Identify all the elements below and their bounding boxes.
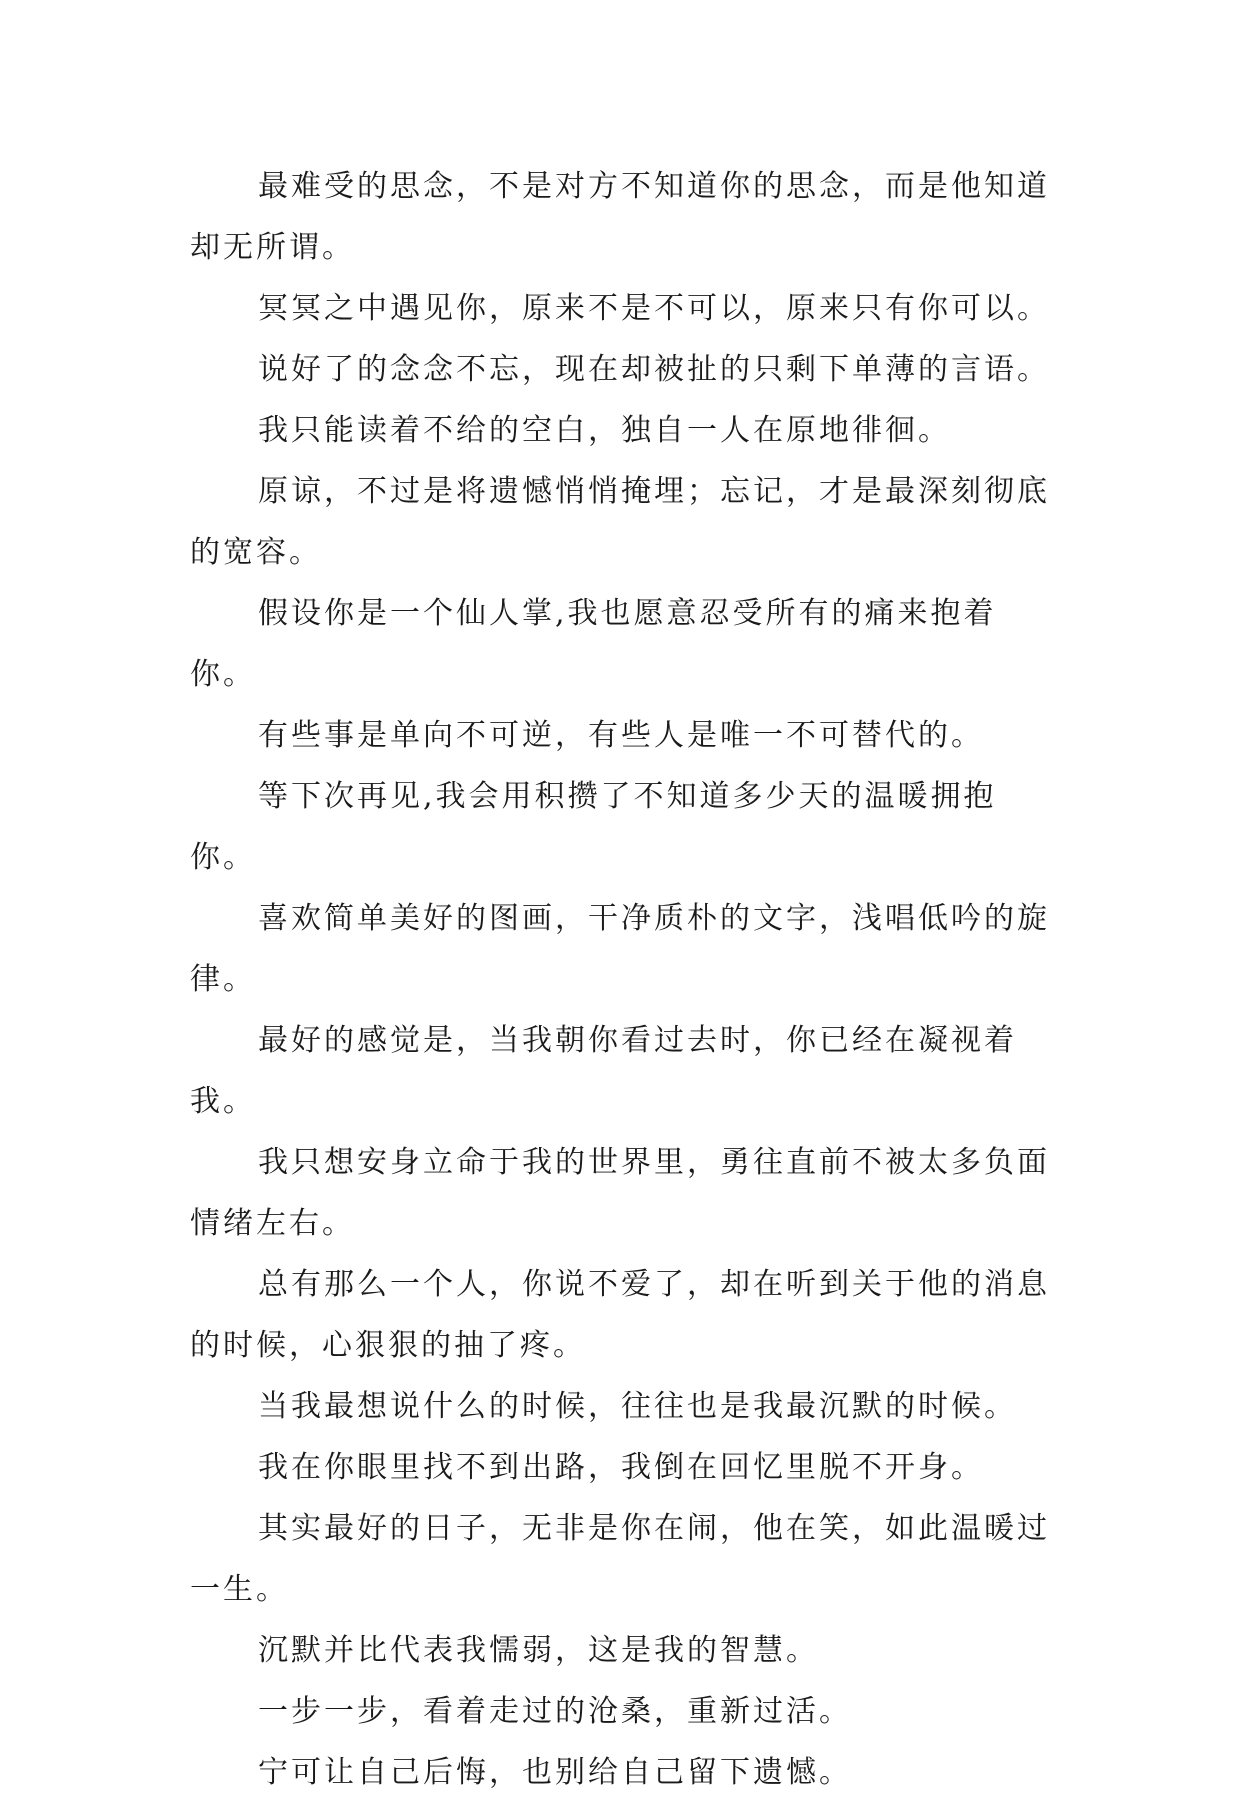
paragraph: 喜欢简单美好的图画，干净质朴的文字，浅唱低吟的旋律。 [190, 901, 1050, 997]
paragraph: 原谅，不过是将遗憾悄悄掩埋；忘记，才是最深刻彻底的宽容。 [190, 474, 1050, 570]
paragraph: 宁可让自己后悔，也别给自己留下遗憾。 [258, 1755, 852, 1790]
paragraph: 沉默并比代表我懦弱，这是我的智慧。 [258, 1633, 819, 1668]
paragraph: 假设你是一个仙人掌,我也愿意忍受所有的痛来抱着你。 [190, 596, 997, 692]
paragraph: 当我最想说什么的时候，往往也是我最沉默的时候。 [258, 1389, 1017, 1424]
paragraph: 有些事是单向不可逆，有些人是唯一不可替代的。 [258, 718, 984, 753]
paragraph: 我只想安身立命于我的世界里，勇往直前不被太多负面情绪左右。 [190, 1145, 1050, 1241]
paragraph: 其实最好的日子，无非是你在闹，他在笑，如此温暖过一生。 [190, 1511, 1050, 1607]
paragraph: 最好的感觉是，当我朝你看过去时，你已经在凝视着我。 [190, 1023, 1017, 1119]
paragraph: 说好了的念念不忘，现在却被扯的只剩下单薄的言语。 [258, 352, 1050, 387]
paragraph: 我在你眼里找不到出路，我倒在回忆里脱不开身。 [258, 1450, 984, 1485]
paragraph: 一步一步，看着走过的沧桑，重新过活。 [258, 1694, 852, 1729]
paragraph: 总有那么一个人，你说不爱了，却在听到关于他的消息的时候，心狠狠的抽了疼。 [190, 1267, 1050, 1363]
paragraph: 冥冥之中遇见你，原来不是不可以，原来只有你可以。 [258, 291, 1050, 326]
paragraph: 等下次再见,我会用积攒了不知道多少天的温暖拥抱你。 [190, 779, 997, 875]
document-body [190, 156, 1050, 1803]
paragraph: 我只能读着不给的空白，独自一人在原地徘徊。 [258, 413, 951, 448]
paragraph: 最难受的思念，不是对方不知道你的思念，而是他知道却无所谓。 [190, 169, 1050, 265]
